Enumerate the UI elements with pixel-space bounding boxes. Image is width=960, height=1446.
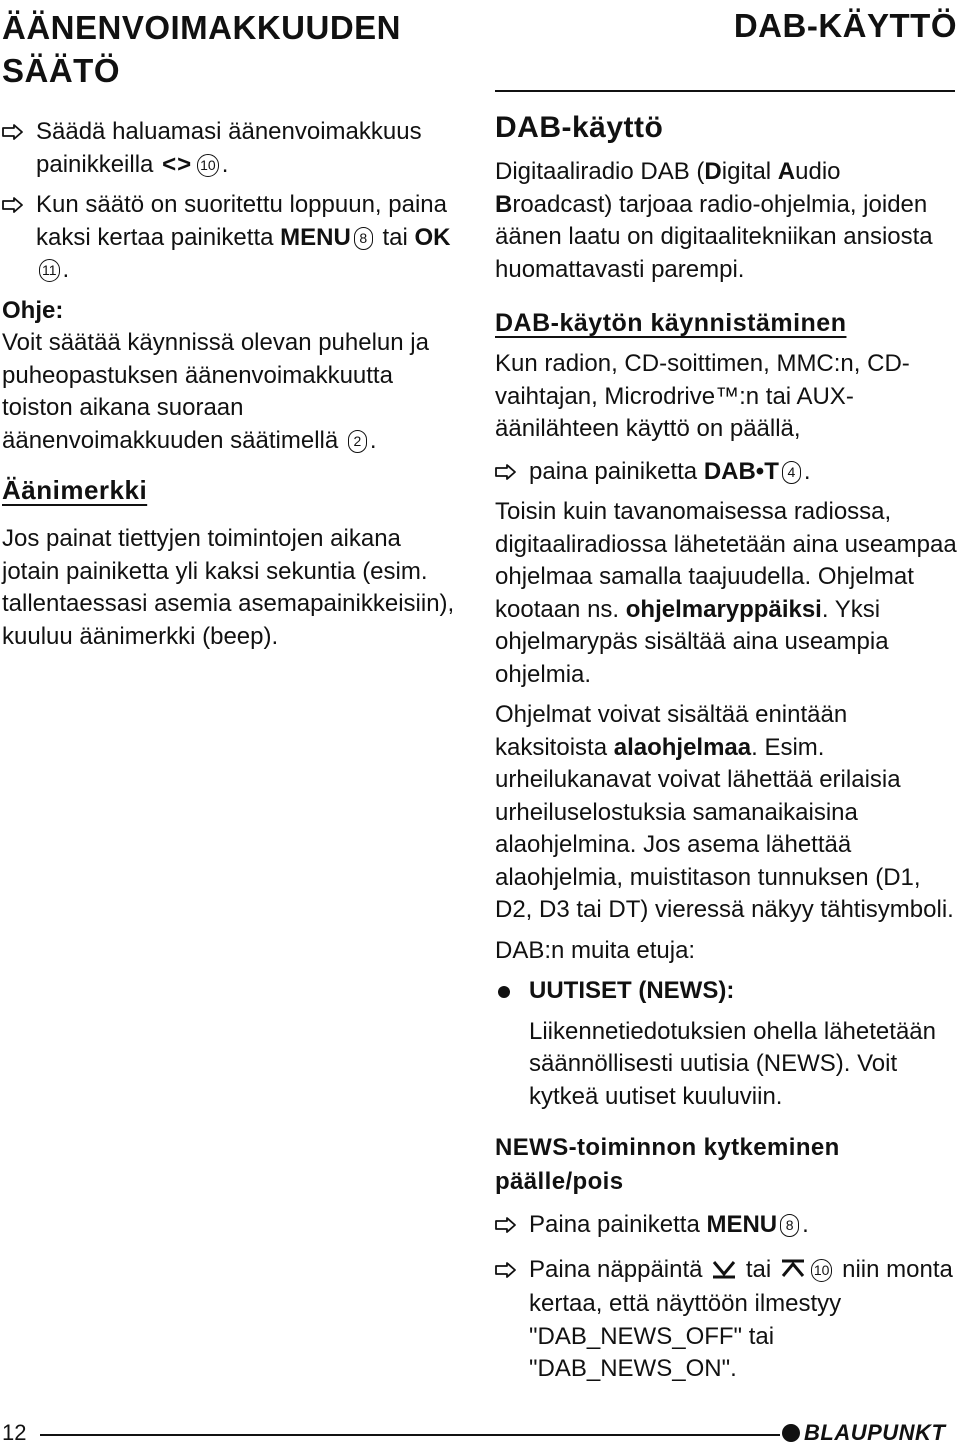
volume-keys: <> — [162, 150, 193, 178]
step-text-continued: niin monta kertaa, että näyttöön ilmestyy "DAB_NEWS_OFF" tai "DAB_NEWS_ON". — [529, 1255, 953, 1382]
or-text: tai — [382, 223, 408, 251]
right-column — [495, 108, 957, 1386]
news-toggle-heading: NEWS-toiminnon kytkeminen päälle/pois — [495, 1134, 840, 1195]
news-bullet — [495, 975, 957, 1113]
dab-key: DAB•T — [703, 457, 779, 485]
note-label: Ohje: — [2, 296, 64, 324]
beep-heading: Äänimerkki — [2, 475, 148, 505]
arrow-right-icon — [495, 1262, 517, 1278]
volume-section-title: ÄÄNENVOIMAKKUUDEN SÄÄTÖ — [2, 9, 402, 89]
step-text: Säädä haluamasi äänenvoimakkuus painikkeilla — [36, 118, 422, 178]
dab-header: DAB-KÄYTTÖ — [733, 7, 957, 44]
key-number: 10 — [197, 154, 219, 177]
step-text: paina painiketta — [529, 457, 698, 485]
step-text: Paina näppäintä — [529, 1255, 703, 1283]
dab-start-heading: DAB-käytön käynnistäminen — [495, 309, 847, 337]
key-number: 8 — [780, 1214, 799, 1237]
left-column — [2, 0, 464, 653]
beep-text: Jos painat tiettyjen toimintojen aikana jotain painiketta yli kaksi sekuntia (esim. tallentaessasi asemia asemapainikkeisiin), kuuluu äänimerkki (beep). — [2, 525, 455, 650]
benefits-label: DAB:n muita etuja: — [495, 936, 696, 964]
key-number: 8 — [354, 227, 373, 250]
step-text: Kun säätö on suoritettu loppuun, paina kaksi kertaa painiketta — [36, 191, 447, 251]
key-number: 11 — [39, 259, 60, 282]
dab-start-text: Kun radion, CD-soittimen, MMC:n, CD-vaihtajan, Microdrive™:n tai AUX-äänilähteen käyttö on päällä, — [495, 350, 910, 442]
menu-key: MENU — [280, 223, 351, 251]
footer-rule — [40, 1434, 780, 1436]
arrow-right-icon — [2, 197, 24, 213]
bullet-dot-icon — [498, 986, 510, 998]
multiplex-paragraph: Toisin kuin tavanomaisessa radiossa, digitaaliradiossa lähetetään aina useampaa ohjelmaa samalla taajuudella. Ohjelmat kootaan ns. ohjelmaryppäiksi. Yksi ohjelmarypäs sisältää aina useampia ohjelmia. — [495, 498, 957, 688]
brand-name: BLAUPUNKT — [804, 1420, 946, 1445]
header-rule — [495, 90, 955, 92]
arrow-right-icon — [495, 464, 517, 480]
news-text: Liikennetiedotuksien ohella lähetetään säännöllisesti uutisia (NEWS). Voit kytkeä uutiset kuuluviin. — [529, 1017, 936, 1110]
step-finish: Kun säätö on suoritettu loppuun, paina kaksi kertaa painiketta MENU 8 tai OK11 . — [2, 189, 464, 287]
menu-key: MENU — [706, 1211, 778, 1238]
dab-heading: DAB-käyttö — [495, 111, 664, 144]
step-press-dab: paina painiketta DAB•T 4 . — [495, 456, 957, 489]
or-text: tai — [745, 1255, 772, 1283]
brand-logo — [782, 1420, 945, 1446]
key-number: 10 — [811, 1259, 833, 1282]
arrow-right-icon — [495, 1217, 517, 1233]
step-text: Paina painiketta — [529, 1211, 700, 1238]
down-key-icon — [712, 1256, 736, 1289]
dab-intro: Digitaaliradio DAB (Digital Audio Broadcast) tarjoaa radio-ohjelmia, joiden äänen laatu on digitaalitekniikan ansiosta huomattavasti parempi. — [495, 158, 933, 283]
key-number: 2 — [348, 430, 367, 453]
subchannel-paragraph: Ohjelmat voivat sisältää enintään kaksitoista alaohjelmaa. Esim. urheilukanavat voivat lähettää erilaisia urheiluselostuksia samanaikaisina alaohjelmina. Jos asema lähettää alaohjelmia, muistitason tunnuksen (D1, D2, D3 tai DT) vieressä näkyy tähtisymboli. — [495, 701, 954, 923]
up-key-icon — [781, 1256, 805, 1289]
news-title: UUTISET (NEWS): — [529, 977, 735, 1004]
step-press-menu: Paina painiketta MENU 8 . — [495, 1209, 957, 1242]
page-number: 12 — [2, 1420, 27, 1445]
ok-key: OK — [414, 223, 451, 251]
arrow-right-icon — [2, 124, 24, 140]
step-toggle-news — [495, 1254, 957, 1386]
step-adjust-volume: Säädä haluamasi äänenvoimakkuus painikkeilla <> 10 . — [2, 116, 464, 181]
key-number: 4 — [782, 461, 801, 484]
note-text: Voit säätää käynnissä olevan puhelun ja puheopastuksen äänenvoimakkuutta toiston aikana suoraan äänenvoimakkuuden säätimellä 2 . — [2, 329, 429, 454]
logo-dot-icon — [782, 1424, 800, 1442]
